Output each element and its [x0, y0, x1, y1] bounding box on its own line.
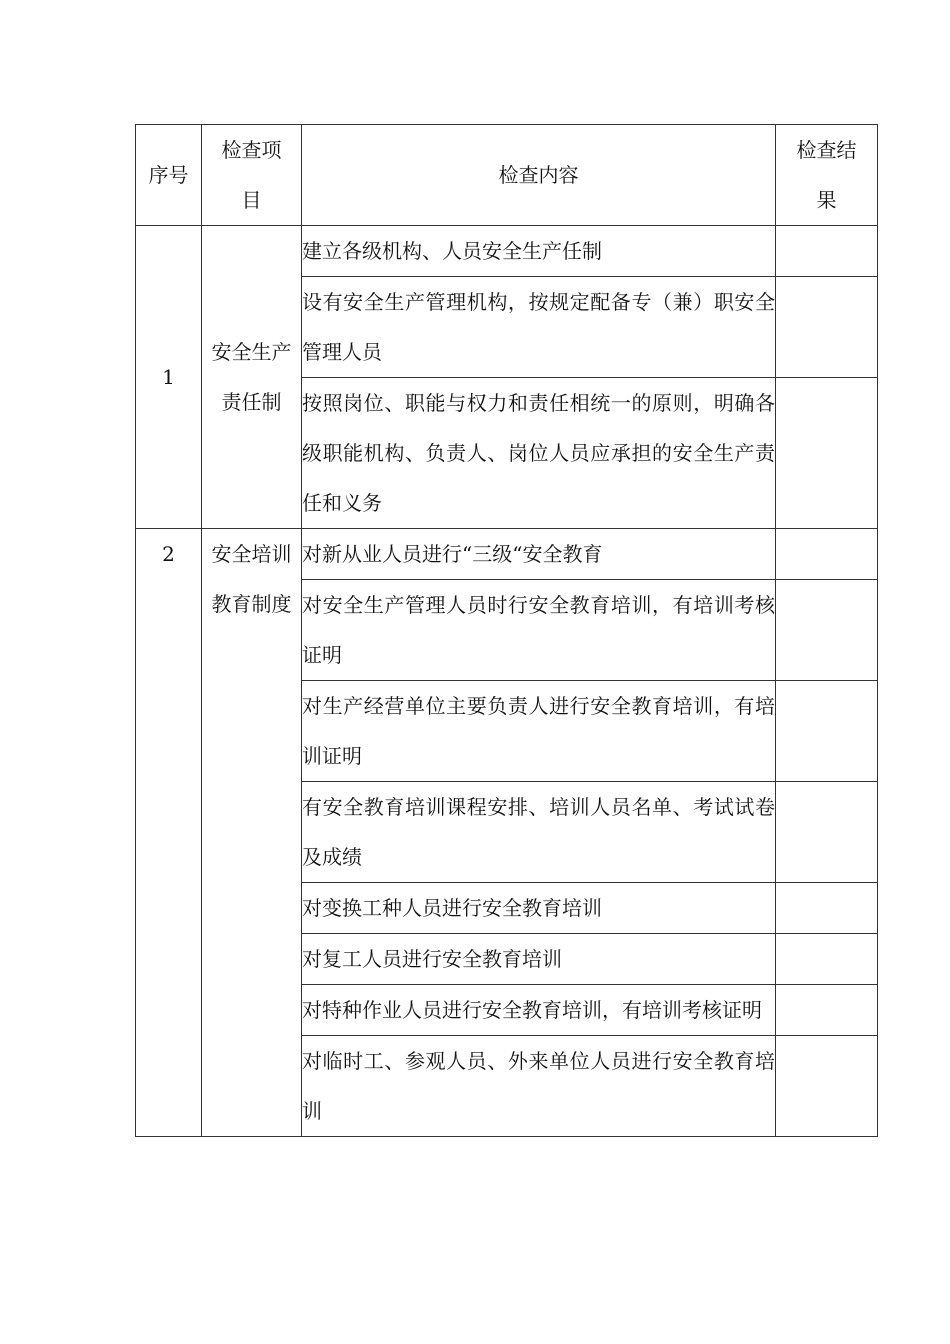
check-result-cell[interactable]: [776, 883, 878, 934]
check-content: 对生产经营单位主要负责人进行安全教育培训，有培训证明: [302, 681, 776, 782]
check-result-cell[interactable]: [776, 277, 878, 378]
check-content: 对变换工种人员进行安全教育培训: [302, 883, 776, 934]
check-result-cell[interactable]: [776, 681, 878, 782]
check-result-cell[interactable]: [776, 378, 878, 529]
section-2-item: 安全培训教育制度: [202, 529, 302, 1137]
check-content: 对临时工、参观人员、外来单位人员进行安全教育培训: [302, 1036, 776, 1137]
section-1-seq: 1: [136, 226, 202, 529]
section-1-item: 安全生产责任制: [202, 226, 302, 529]
header-item: 检查项目: [202, 125, 302, 226]
header-row: [136, 125, 878, 226]
check-result-cell[interactable]: [776, 529, 878, 580]
header-content: 检查内容: [302, 125, 776, 226]
check-result-cell[interactable]: [776, 1036, 878, 1137]
check-content: 对复工人员进行安全教育培训: [302, 934, 776, 985]
check-result-cell[interactable]: [776, 782, 878, 883]
table-row: [136, 226, 878, 277]
check-content: 对特种作业人员进行安全教育培训，有培训考核证明: [302, 985, 776, 1036]
section-2-seq: 2: [136, 529, 202, 1137]
check-content: 对安全生产管理人员时行安全教育培训，有培训考核证明: [302, 580, 776, 681]
check-content: 有安全教育培训课程安排、培训人员名单、考试试卷及成绩: [302, 782, 776, 883]
check-content: 设有安全生产管理机构，按规定配备专（兼）职安全管理人员: [302, 277, 776, 378]
inspection-checklist-table: [135, 124, 878, 1137]
header-seq: 序号: [136, 125, 202, 226]
check-result-cell[interactable]: [776, 985, 878, 1036]
check-result-cell[interactable]: [776, 580, 878, 681]
header-result: 检查结果: [776, 125, 878, 226]
check-content: 建立各级机构、人员安全生产任制: [302, 226, 776, 277]
check-result-cell[interactable]: [776, 226, 878, 277]
check-content: 按照岗位、职能与权力和责任相统一的原则，明确各级职能机构、负责人、岗位人员应承担的安全生产责任和义务: [302, 378, 776, 529]
check-content: 对新从业人员进行“三级“安全教育: [302, 529, 776, 580]
table-row: [136, 529, 878, 580]
check-result-cell[interactable]: [776, 934, 878, 985]
